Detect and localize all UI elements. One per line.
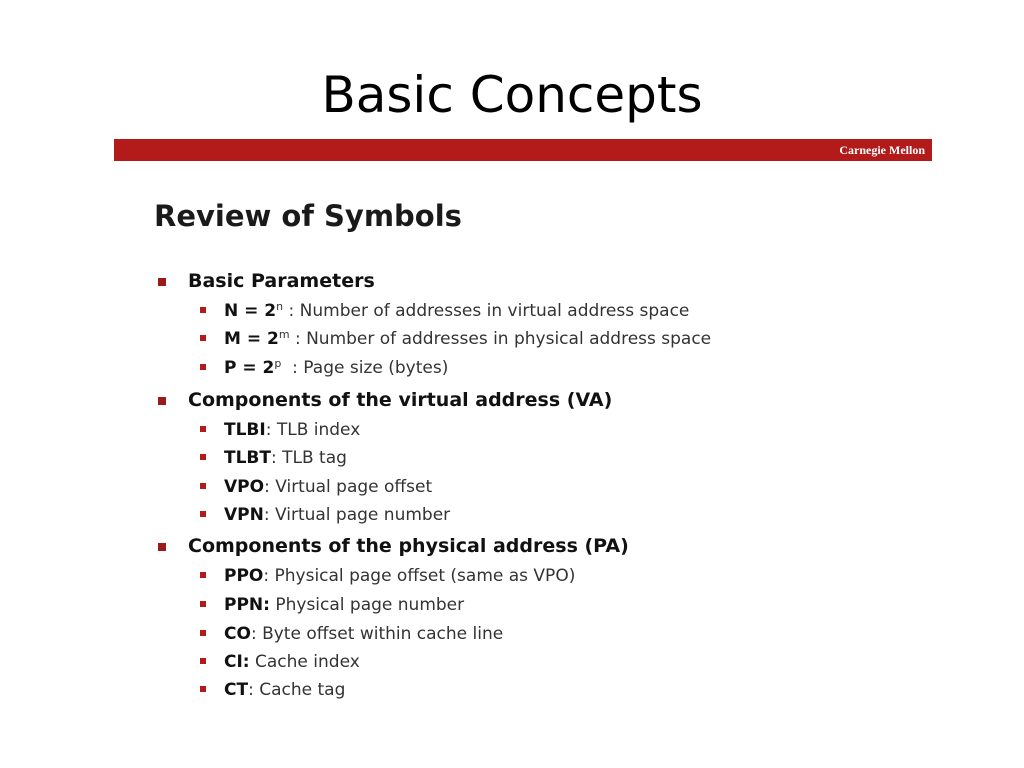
item-desc: : Page size (bytes) bbox=[281, 358, 449, 378]
item-term: PPO bbox=[224, 566, 264, 586]
item-term: TLBT bbox=[224, 448, 271, 468]
group-heading-text: Components of the physical address (PA) bbox=[188, 535, 629, 557]
item-term: PPN: bbox=[224, 595, 270, 615]
item-desc: Physical page number bbox=[269, 595, 465, 615]
item-term: CI: bbox=[224, 652, 250, 672]
square-bullet-icon bbox=[158, 543, 166, 551]
item-desc: : Cache tag bbox=[248, 680, 346, 700]
item-term: CT bbox=[224, 680, 249, 700]
item-exponent: m bbox=[278, 328, 290, 341]
section-heading: Review of Symbols bbox=[154, 199, 462, 233]
bullet-icon bbox=[200, 511, 206, 517]
group-heading-text: Basic Parameters bbox=[188, 270, 375, 292]
square-bullet-icon bbox=[158, 278, 166, 286]
item-desc: : TLB tag bbox=[270, 448, 347, 468]
item-term: CO bbox=[224, 624, 251, 644]
bullet-icon bbox=[200, 658, 206, 664]
header-banner bbox=[114, 139, 932, 161]
item-desc: : Byte offset within cache line bbox=[250, 624, 504, 644]
item-term: N = 2 bbox=[224, 301, 277, 321]
item-term: M = 2 bbox=[224, 329, 279, 349]
bullet-icon bbox=[200, 307, 206, 313]
bullet-icon bbox=[200, 364, 206, 370]
item-desc: : Virtual page number bbox=[263, 505, 451, 525]
item-term: P = 2 bbox=[224, 358, 275, 378]
item-desc: : Number of addresses in virtual address space bbox=[283, 301, 690, 321]
bullet-icon bbox=[200, 483, 206, 489]
item-term: TLBI bbox=[224, 420, 266, 440]
item-desc: : Virtual page offset bbox=[264, 477, 433, 497]
slide-title: Basic Concepts bbox=[321, 66, 703, 124]
item-term: VPN bbox=[224, 505, 264, 525]
bullet-icon bbox=[200, 601, 206, 607]
item-exponent: p bbox=[274, 357, 282, 370]
bullet-icon bbox=[200, 454, 206, 460]
group-heading-text: Components of the virtual address (VA) bbox=[188, 389, 613, 411]
bullet-icon bbox=[200, 572, 206, 578]
bullet-icon bbox=[200, 426, 206, 432]
square-bullet-icon bbox=[158, 397, 166, 405]
bullet-icon bbox=[200, 686, 206, 692]
item-desc: : Number of addresses in physical address space bbox=[289, 329, 712, 349]
item-exponent: n bbox=[276, 300, 284, 313]
item-desc: : Physical page offset (same as VPO) bbox=[263, 566, 576, 586]
item-desc: : TLB index bbox=[265, 420, 361, 440]
bullet-icon bbox=[200, 335, 206, 341]
item-desc: Cache index bbox=[249, 652, 360, 672]
item-term: VPO bbox=[224, 477, 265, 497]
banner-label: Carnegie Mellon bbox=[839, 143, 925, 157]
bullet-icon bbox=[200, 630, 206, 636]
